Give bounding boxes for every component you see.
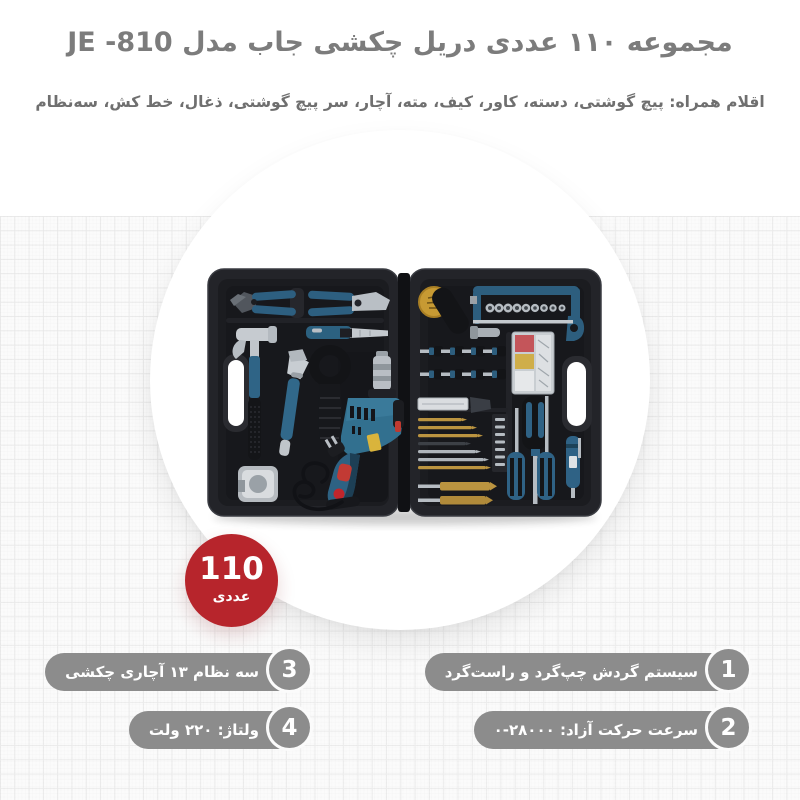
product-image — [190, 256, 620, 531]
hardware-box — [512, 332, 554, 394]
count-badge — [185, 534, 278, 627]
feature-label: سه نظام ۱۳ آچاری چکشی — [65, 663, 259, 681]
measuring-tape — [238, 466, 278, 502]
feature-number-circle: 2 — [708, 707, 749, 748]
feature-label: سیستم گردش چپ‌گرد و راست‌گرد — [444, 663, 698, 681]
feature-number-circle: 4 — [269, 707, 310, 748]
count-badge-unit: عددی — [212, 589, 251, 605]
bit-holder-strip — [492, 414, 508, 472]
tool-case-illustration — [190, 256, 620, 531]
feature-pill — [425, 653, 736, 691]
feature-pill — [45, 653, 297, 691]
feature-label: سرعت حرکت آزاد: ۲۸۰۰۰-۰ — [493, 721, 698, 739]
page-title: مجموعه ۱۱۰ عددی دریل چکشی جاب مدل JE -810 — [67, 27, 733, 58]
feature-number-circle: 3 — [269, 649, 310, 690]
feature-pill — [474, 711, 736, 749]
feature-number-circle: 1 — [708, 649, 749, 690]
feature-label: ولتاژ: ۲۲۰ ولت — [148, 721, 259, 739]
count-badge-number: 110 — [199, 551, 264, 587]
page-subtitle: اقلام همراه: پیچ گوشتی، دسته، کاور، کیف، مته، آچار، سر پیچ گوشتی، ذغال، خط کش، سه‌نظام — [35, 93, 765, 111]
